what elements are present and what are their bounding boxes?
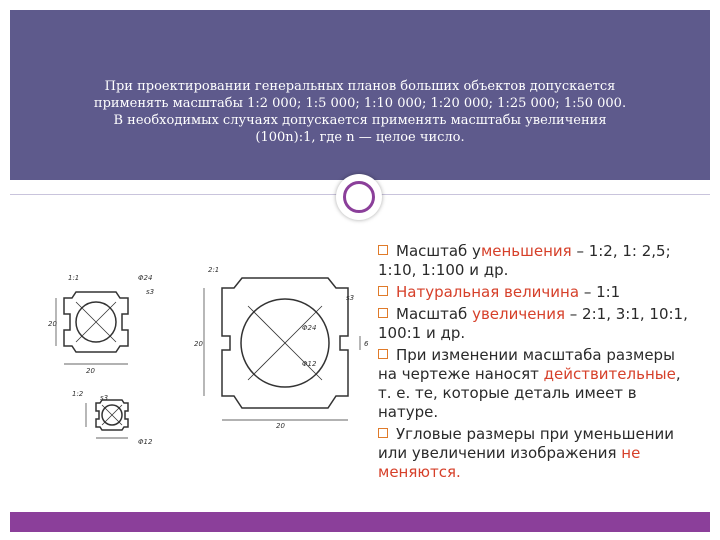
header-line-2: применять масштабы 1:2 000; 1:5 000; 1:10 000; 1:20 000; 1:25 000; 1:50 000. xyxy=(93,96,627,111)
square-bullet-icon xyxy=(378,428,388,438)
label-h6: 6 xyxy=(364,340,369,348)
label-s3-large: s3 xyxy=(346,294,355,302)
header-line-3: В необходимых случаях допускается применять масштабы увеличения xyxy=(113,113,607,128)
square-bullet-icon xyxy=(378,308,388,318)
label-s3-small: s3 xyxy=(146,288,155,296)
header-line-4: (100n):1, где n — целое число. xyxy=(255,130,465,145)
square-bullet-icon xyxy=(378,349,388,359)
circle-ring-icon xyxy=(343,181,375,213)
label-w20-small: 20 xyxy=(86,367,95,375)
label-w20-large: 20 xyxy=(276,422,285,430)
label-scale-1-2: 1:2 xyxy=(72,390,84,398)
label-h20-large: 20 xyxy=(194,340,203,348)
bullet-item: Угловые размеры при уменьшении или увеличении изображения не меняются. xyxy=(378,425,675,481)
bullet-list xyxy=(378,242,698,485)
slide xyxy=(10,10,710,532)
footer-band xyxy=(10,512,710,532)
square-bullet-icon xyxy=(378,286,388,296)
header-line-1: При проектировании генеральных планов больших объектов допускается xyxy=(104,79,616,94)
bullet-item: Масштаб уменьшения – 1:2, 1: 2,5; 1:10, 1:100 и др. xyxy=(378,242,671,279)
square-bullet-icon xyxy=(378,245,388,255)
label-scale-1-1: 1:1 xyxy=(68,274,80,282)
part-scale-1-1 xyxy=(56,292,128,364)
label-s3-tiny: s3 xyxy=(100,394,109,402)
header-text xyxy=(50,78,670,146)
label-d12-small: Φ12 xyxy=(138,438,153,446)
bullet-item: При изменении масштаба размеры на чертеже наносят действительные, т. е. те, которые деталь имеет в натуре. xyxy=(378,346,681,421)
part-scale-2-1 xyxy=(204,278,360,420)
header-band xyxy=(10,10,710,180)
label-d24-small: Φ24 xyxy=(138,274,153,282)
label-d12-large: Φ12 xyxy=(302,360,317,368)
label-d24-large: Φ24 xyxy=(302,324,317,332)
circle-badge xyxy=(336,174,382,220)
bullet-item: Масштаб увеличения – 2:1, 3:1, 10:1, 100:1 и др. xyxy=(378,305,688,342)
technical-drawing xyxy=(48,260,378,460)
label-scale-2-1: 2:1 xyxy=(208,266,220,274)
label-h20-small: 20 xyxy=(48,320,57,328)
part-scale-1-2 xyxy=(86,400,128,438)
bullet-item: Натуральная величина – 1:1 xyxy=(378,283,698,302)
